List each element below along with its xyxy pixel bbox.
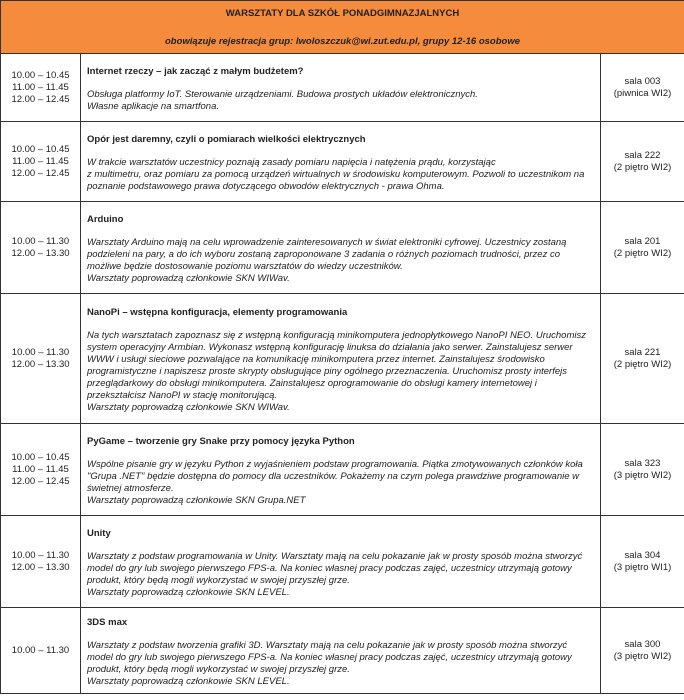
time-slot: 10.00 – 10.45 xyxy=(11,143,70,155)
workshop-title: 3DS max xyxy=(87,617,128,628)
workshop-row xyxy=(1,202,684,294)
room-location: (2 piętro WI2) xyxy=(613,358,672,370)
workshop-row xyxy=(1,516,684,608)
time-slots-cell xyxy=(1,54,81,122)
time-slot: 12.00 – 13.30 xyxy=(11,358,70,370)
room-number: sala 300 xyxy=(624,638,661,650)
workshop-description-cell xyxy=(81,608,601,694)
time-slots-cell xyxy=(1,516,81,608)
workshop-row xyxy=(1,54,684,122)
room-number: sala 003 xyxy=(624,75,661,87)
workshop-description: Obsługa platformy IoT. Sterowanie urządzeniami. Budowa prostych układów elektronicznych. Własne aplikacje na smartfona. xyxy=(87,89,478,112)
workshop-description-cell xyxy=(81,122,601,202)
room-location: (2 piętro WI2) xyxy=(613,247,672,259)
workshop-description-cell xyxy=(81,424,601,516)
workshop-description: Wspólne pisanie gry w języku Python z wyjaśnieniem podstaw programowania. Piątka zmotywowanych członków koła "Grupa .NET" będzie dostępna do pomocy dla uczestników. Pokażemy na czym polega prawdziwe programowanie w świetnej atmosferze. Warsztaty poprowadzą członkowie SKN Grupa.NET xyxy=(87,459,583,506)
workshop-row xyxy=(1,294,684,424)
time-slot: 12.00 – 12.45 xyxy=(11,475,70,487)
room-cell xyxy=(601,424,684,516)
room-cell xyxy=(601,54,684,122)
workshop-description: Warsztaty z podstaw programowania w Unity. Warsztaty mają na celu pokazanie jak w prosty sposób można stworzyć model do gry lub swojego pierwszego FPS-a. Na koniec własnej pracy podczas zajęć, uczestnicy utrzymają gotowy produkt, który będą mogli wykorzystać w swojej przyszłej grze. Warsztaty poprowadzą członkowie SKN LEVEL. xyxy=(87,551,583,598)
time-slot: 10.00 – 11.30 xyxy=(11,549,70,561)
workshop-description-cell xyxy=(81,294,601,424)
room-number: sala 304 xyxy=(624,549,661,561)
time-slot: 12.00 – 13.30 xyxy=(11,561,70,573)
workshop-description: Warsztaty Arduino mają na celu wprowadzenie zainteresowanych w świat elektroniki cyfrowej. Uczestnicy zostaną podzieleni na pary, a do ich wyboru zostaną zaproponowane 3 zadania o różnych poziomach trudności, przez co możliwe będzie dostosowanie poziomu warsztatów do wiedzy uczestników. Warsztaty poprowadzą członkowie SKN WIWav. xyxy=(87,237,567,284)
room-number: sala 323 xyxy=(624,457,661,469)
time-slots-cell xyxy=(1,608,81,694)
workshop-row xyxy=(1,424,684,516)
room-location: (3 piętro WI2) xyxy=(613,469,672,481)
room-cell xyxy=(601,608,684,694)
workshop-description: W trakcie warsztatów uczestnicy poznają zasady pomiaru napięcia i natężenia prądu, korzystając z multimetru, oraz pomiaru za pomocą urządzeń wirtualnych w środowisku komputerowym. Pozwoli to uczestnikom na poznanie podstawowego prawa dotyczącego obwodów elektrycznych - prawa Ohma. xyxy=(87,157,585,192)
header-cell xyxy=(1,1,684,54)
workshop-title: Internet rzeczy – jak zacząć z małym budżetem? xyxy=(87,66,304,77)
workshop-description-cell xyxy=(81,516,601,608)
workshop-title: NanoPi – wstępna konfiguracja, elementy programowania xyxy=(87,307,348,318)
schedule-title: WARSZTATY DLA SZKÓŁ PONADGIMNAZJALNYCH xyxy=(225,8,460,19)
room-number: sala 222 xyxy=(624,149,661,161)
room-cell xyxy=(601,294,684,424)
time-slot: 11.00 – 11.45 xyxy=(12,155,69,167)
room-number: sala 201 xyxy=(624,235,661,247)
time-slots-cell xyxy=(1,122,81,202)
workshop-title: Opór jest daremny, czyli o pomiarach wielkości elektrycznych xyxy=(87,134,366,145)
room-location: (piwnica WI2) xyxy=(613,87,672,99)
time-slot: 10.00 – 10.45 xyxy=(11,69,70,81)
time-slot: 10.00 – 11.30 xyxy=(11,346,70,358)
time-slot: 12.00 – 12.45 xyxy=(11,167,70,179)
room-cell xyxy=(601,122,684,202)
time-slot: 10.00 – 10.45 xyxy=(11,451,70,463)
workshop-description-cell xyxy=(81,54,601,122)
time-slot: 10.00 – 11.30 xyxy=(11,235,70,247)
workshop-description-cell xyxy=(81,202,601,294)
room-cell xyxy=(601,202,684,294)
workshop-row xyxy=(1,122,684,202)
registration-note: obowiązuje rejestracja grup: lwoloszczuk@wi.zut.edu.pl, grupy 12-16 osobowe xyxy=(164,36,521,47)
room-cell xyxy=(601,516,684,608)
time-slot: 11.00 – 11.45 xyxy=(12,463,69,475)
workshop-title: PyGame – tworzenie gry Snake przy pomocy języka Python xyxy=(87,436,355,447)
room-location: (3 piętro WI1) xyxy=(613,561,672,573)
workshop-title: Arduino xyxy=(87,214,124,225)
room-number: sala 221 xyxy=(624,346,661,358)
time-slots-cell xyxy=(1,424,81,516)
workshop-description: Warsztaty z podstaw tworzenia grafiki 3D. Warsztaty mają na celu pokazanie jak w prosty sposób można stworzyć model do gry lub swojego pierwszego FPS-a. Na koniec własnej pracy podczas zajęć, uczestnicy utrzymają gotowy produkt, który będą mogli wykorzystać w swojej przyszłej grze. Warsztaty poprowadzą członkowie SKN LEVEL. xyxy=(87,640,572,687)
time-slots-cell xyxy=(1,202,81,294)
time-slots-cell xyxy=(1,294,81,424)
room-location: (2 piętro WI2) xyxy=(613,161,672,173)
header-row xyxy=(1,1,684,54)
time-slot: 11.00 – 11.45 xyxy=(12,81,69,93)
workshop-row xyxy=(1,608,684,694)
workshop-description: Na tych warsztatach zapoznasz się z wstępną konfiguracją minikomputera jednopłytkowego NanoPI NEO. Uruchomisz system operacyjny Armbian. Wykonasz wstępną konfigurację linuksa do działania jako serwer. Zainstalujesz serwer WWW i usługi sieciowe pozwalające na komunikację minikomputera przez internet. Zainstalujesz środowisko programistyczne i napiszesz proste skrypty obsługujące piny ogólnego przeznaczenia. Uruchomisz prosty interfejs przeglądarkowy do obsługi minikomputera. Zainstalujesz oprogramowanie do obsługi kamery internetowej i przekształcisz NanoPI w stację monitorującą. Warsztaty poprowadzą członkowie SKN WIWav. xyxy=(87,330,586,413)
workshop-title: Unity xyxy=(87,528,111,539)
room-location: (3 piętro WI2) xyxy=(613,650,672,662)
time-slot: 12.00 – 13.30 xyxy=(11,247,70,259)
time-slot: 10.00 – 11.30 xyxy=(11,644,70,656)
time-slot: 12.00 – 12.45 xyxy=(11,93,70,105)
